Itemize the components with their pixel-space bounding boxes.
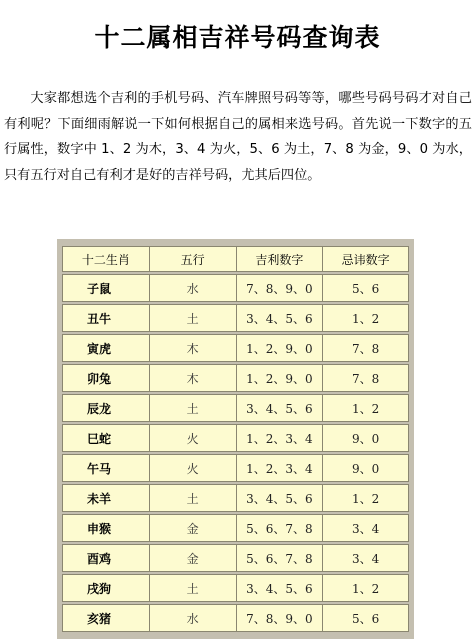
- cell-taboo: 9、0: [322, 454, 409, 482]
- cell-element: 金: [149, 544, 236, 572]
- cell-lucky: 3、4、5、6: [236, 484, 323, 512]
- cell-taboo: 7、8: [322, 364, 409, 392]
- cell-lucky: 1、2、3、4: [236, 424, 323, 452]
- cell-zodiac: 巳蛇: [62, 424, 149, 452]
- cell-lucky: 5、6、7、8: [236, 544, 323, 572]
- cell-lucky: 5、6、7、8: [236, 514, 323, 542]
- cell-lucky: 3、4、5、6: [236, 304, 323, 332]
- table-row: [62, 574, 409, 602]
- cell-taboo: 7、8: [322, 334, 409, 362]
- cell-lucky: 3、4、5、6: [236, 574, 323, 602]
- header-element: 五行: [149, 246, 236, 272]
- cell-zodiac: 丑牛: [62, 304, 149, 332]
- header-zodiac: 十二生肖: [62, 246, 149, 272]
- table-row: [62, 394, 409, 422]
- cell-lucky: 7、8、9、0: [236, 604, 323, 632]
- cell-element: 土: [149, 394, 236, 422]
- cell-zodiac: 卯兔: [62, 364, 149, 392]
- cell-zodiac: 申猴: [62, 514, 149, 542]
- cell-element: 木: [149, 364, 236, 392]
- table-header-row: [62, 246, 409, 272]
- cell-taboo: 9、0: [322, 424, 409, 452]
- cell-taboo: 1、2: [322, 304, 409, 332]
- cell-zodiac: 辰龙: [62, 394, 149, 422]
- table-row: [62, 274, 409, 302]
- cell-zodiac: 酉鸡: [62, 544, 149, 572]
- cell-lucky: 1、2、3、4: [236, 454, 323, 482]
- cell-element: 水: [149, 274, 236, 302]
- cell-taboo: 1、2: [322, 484, 409, 512]
- cell-zodiac: 子鼠: [62, 274, 149, 302]
- cell-element: 火: [149, 454, 236, 482]
- table-row: [62, 484, 409, 512]
- cell-zodiac: 戌狗: [62, 574, 149, 602]
- header-lucky: 吉利数字: [236, 246, 323, 272]
- cell-taboo: 5、6: [322, 604, 409, 632]
- table-row: [62, 544, 409, 572]
- cell-element: 木: [149, 334, 236, 362]
- cell-taboo: 1、2: [322, 574, 409, 602]
- cell-element: 土: [149, 574, 236, 602]
- table-row: [62, 424, 409, 452]
- cell-zodiac: 亥猪: [62, 604, 149, 632]
- cell-taboo: 3、4: [322, 514, 409, 542]
- table-row: [62, 304, 409, 332]
- cell-zodiac: 午马: [62, 454, 149, 482]
- lucky-number-table-frame: [57, 239, 414, 639]
- cell-lucky: 1、2、9、0: [236, 364, 323, 392]
- cell-taboo: 1、2: [322, 394, 409, 422]
- cell-element: 金: [149, 514, 236, 542]
- cell-element: 水: [149, 604, 236, 632]
- table-row: [62, 604, 409, 632]
- header-taboo: 忌讳数字: [322, 246, 409, 272]
- table-row: [62, 334, 409, 362]
- cell-taboo: 5、6: [322, 274, 409, 302]
- intro-paragraph: 大家都想选个吉利的手机号码、汽车牌照号码等等，哪些号码号码才对自己有利呢？下面细雨解说一下如何根据自己的属相来选号码。首先说一下数字的五行属性，数字中 1、2 为木，3、4 为火，5、6 为土，7、8 为金，9、0 为水，只有五行对自己有利才是好的吉祥号码，尤其后四位。: [4, 91, 472, 183]
- table-row: [62, 514, 409, 542]
- cell-lucky: 7、8、9、0: [236, 274, 323, 302]
- lucky-number-table: [62, 244, 409, 634]
- cell-zodiac: 未羊: [62, 484, 149, 512]
- table-row: [62, 364, 409, 392]
- cell-taboo: 3、4: [322, 544, 409, 572]
- cell-element: 土: [149, 484, 236, 512]
- page-title: 十二属相吉祥号码查询表: [94, 23, 381, 52]
- cell-element: 火: [149, 424, 236, 452]
- cell-element: 土: [149, 304, 236, 332]
- cell-lucky: 3、4、5、6: [236, 394, 323, 422]
- table-row: [62, 454, 409, 482]
- cell-lucky: 1、2、9、0: [236, 334, 323, 362]
- cell-zodiac: 寅虎: [62, 334, 149, 362]
